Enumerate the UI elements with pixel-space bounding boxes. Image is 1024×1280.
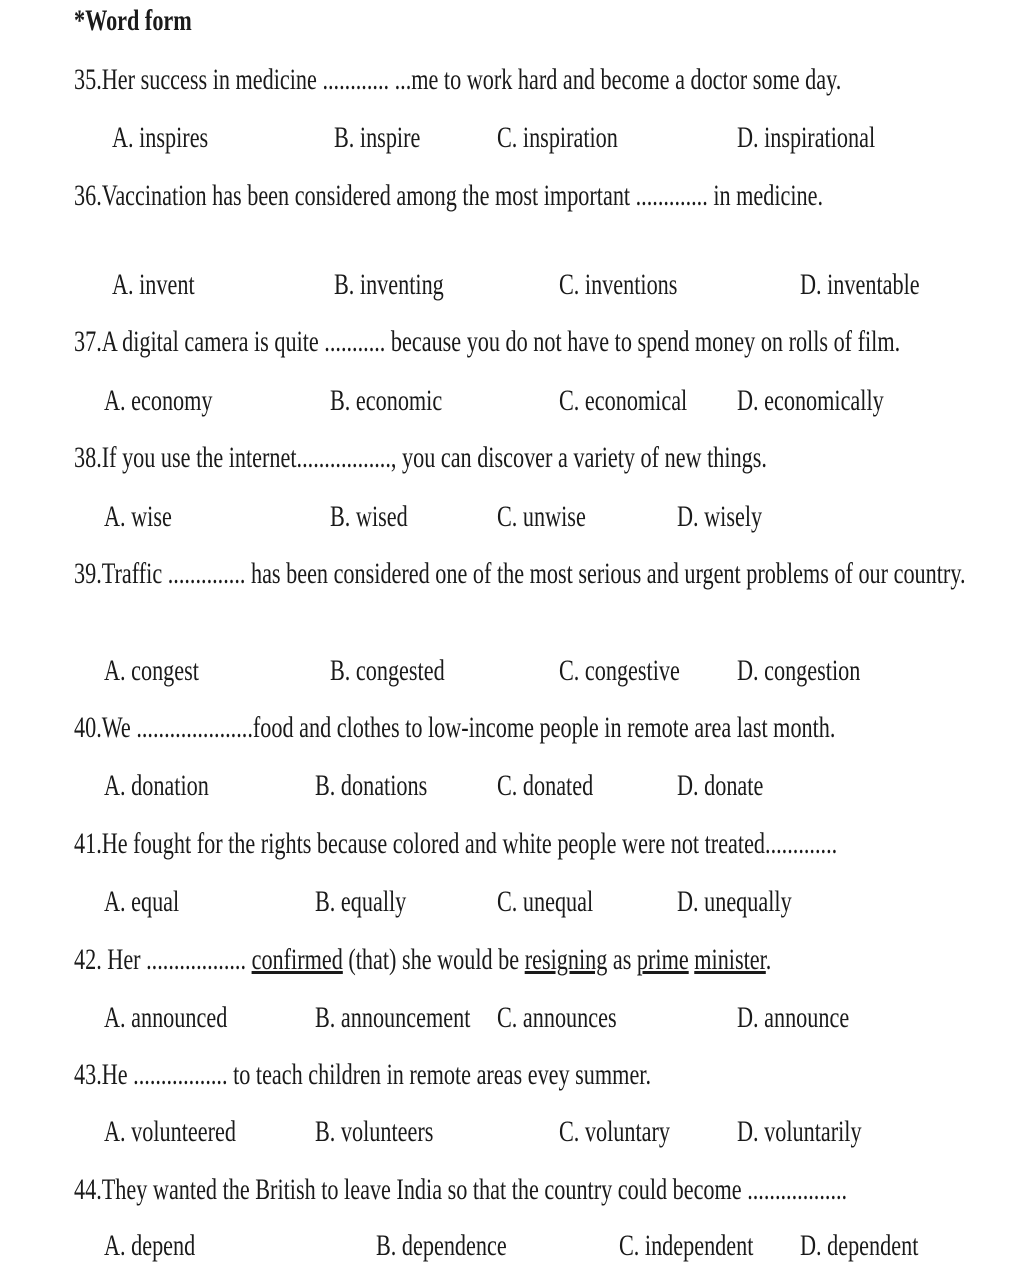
underlined-word-minister: minister xyxy=(694,943,766,976)
option-44-c: C. independent xyxy=(619,1229,754,1262)
option-38-b: B. wised xyxy=(330,500,408,533)
question-37: 37.A digital camera is quite ........... because you do not have to spend money on rolls of film. xyxy=(74,325,901,358)
option-41-a: A. equal xyxy=(104,885,180,918)
question-35: 35.Her success in medicine ............ ...me to work hard and become a doctor some day. xyxy=(74,63,842,96)
question-40: 40.We .....................food and clothes to low-income people in remote area last month. xyxy=(74,711,836,744)
option-38-c: C. unwise xyxy=(497,500,586,533)
option-40-c: C. donated xyxy=(497,769,594,802)
option-39-b: B. congested xyxy=(330,654,445,687)
option-40-d: D. donate xyxy=(677,769,764,802)
option-44-d: D. dependent xyxy=(800,1229,919,1262)
option-39-a: A. congest xyxy=(104,654,199,687)
option-42-b: B. announcement xyxy=(315,1001,471,1034)
question-41: 41.He fought for the rights because colored and white people were not treated............. xyxy=(74,827,838,860)
option-38-d: D. wisely xyxy=(677,500,763,533)
option-39-c: C. congestive xyxy=(559,654,680,687)
option-40-b: B. donations xyxy=(315,769,428,802)
option-42-d: D. announce xyxy=(737,1001,850,1034)
option-35-a: A. inspires xyxy=(112,121,209,154)
option-36-c: C. inventions xyxy=(559,268,678,301)
question-42-end: . xyxy=(765,943,772,976)
option-37-d: D. economically xyxy=(737,384,884,417)
underlined-word-resigning: resigning xyxy=(524,943,608,976)
question-42 xyxy=(74,942,771,978)
option-41-b: B. equally xyxy=(315,885,407,918)
question-36: 36.Vaccination has been considered among the most important ............. in medicine. xyxy=(74,179,824,212)
option-36-a: A. invent xyxy=(112,268,195,301)
option-40-a: A. donation xyxy=(104,769,209,802)
option-36-b: B. inventing xyxy=(334,268,444,301)
question-43: 43.He ................. to teach children in remote areas evey summer. xyxy=(74,1058,652,1091)
option-39-d: D. congestion xyxy=(737,654,861,687)
option-44-a: A. depend xyxy=(104,1229,196,1262)
option-37-b: B. economic xyxy=(330,384,443,417)
question-42-start: 42. Her .................. xyxy=(74,943,252,976)
question-42-mid: (that) she would be xyxy=(342,943,525,976)
option-36-d: D. inventable xyxy=(800,268,920,301)
option-43-a: A. volunteered xyxy=(104,1115,236,1148)
option-35-b: B. inspire xyxy=(334,121,421,154)
option-37-c: C. economical xyxy=(559,384,688,417)
question-38: 38.If you use the internet................., you can discover a variety of new things. xyxy=(74,441,767,474)
option-42-a: A. announced xyxy=(104,1001,228,1034)
option-44-b: B. dependence xyxy=(376,1229,507,1262)
option-41-d: D. unequally xyxy=(677,885,792,918)
option-35-c: C. inspiration xyxy=(497,121,618,154)
option-43-d: D. voluntarily xyxy=(737,1115,862,1148)
question-44: 44.They wanted the British to leave India so that the country could become .................. xyxy=(74,1173,848,1206)
question-42-as: as xyxy=(607,943,637,976)
option-43-c: C. voluntary xyxy=(559,1115,670,1148)
option-35-d: D. inspirational xyxy=(737,121,876,154)
underlined-word-confirmed: confirmed xyxy=(251,943,343,976)
section-heading: *Word form xyxy=(74,4,192,37)
option-37-a: A. economy xyxy=(104,384,213,417)
option-43-b: B. volunteers xyxy=(315,1115,434,1148)
option-41-c: C. unequal xyxy=(497,885,594,918)
option-42-c: C. announces xyxy=(497,1001,617,1034)
underlined-word-prime: prime xyxy=(636,943,689,976)
question-39: 39.Traffic .............. has been considered one of the most serious and urgent problems of our country. xyxy=(74,557,966,590)
option-38-a: A. wise xyxy=(104,500,172,533)
